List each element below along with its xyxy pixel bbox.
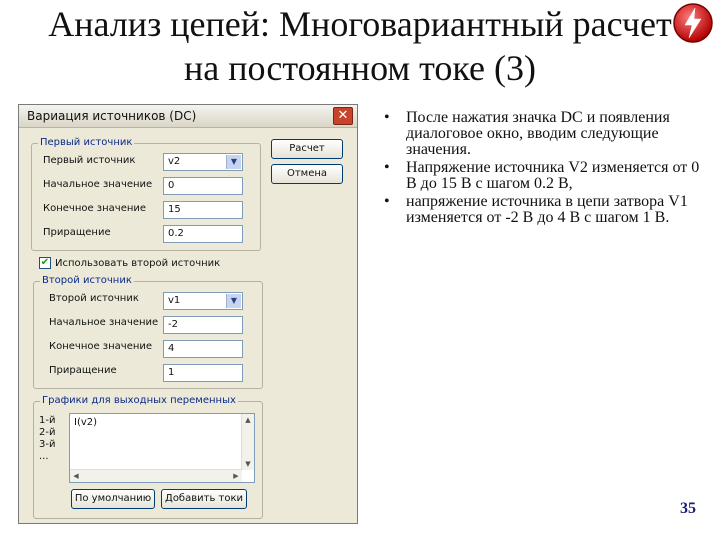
scroll-down-icon[interactable]: ▼ <box>245 460 251 468</box>
bullet-item: • Напряжение источника V2 изменяется от 0 В до 15 В с шагом 0.2 В, <box>380 160 710 192</box>
use-second-source-label: Использовать второй источник <box>55 258 221 269</box>
add-currents-button[interactable]: Добавить токи <box>161 489 247 509</box>
close-button[interactable]: ✕ <box>333 107 353 125</box>
cancel-button[interactable]: Отмена <box>271 164 343 184</box>
second-source-label: Второй источник <box>49 293 139 304</box>
chevron-down-icon[interactable]: ▼ <box>226 155 241 169</box>
first-step-label: Приращение <box>43 227 111 238</box>
second-start-label: Начальное значение <box>49 317 159 328</box>
bullet-item: • После нажатия значка DC и появления диалоговое окно, вводим следующие значения. <box>380 110 710 158</box>
output-slot-label: ... <box>39 451 49 462</box>
use-second-source-checkbox[interactable]: ✔ <box>40 257 50 268</box>
chevron-down-icon[interactable]: ▼ <box>226 294 241 308</box>
output-slot-labels <box>39 415 55 463</box>
vertical-scrollbar[interactable] <box>241 414 254 470</box>
dialog-title: Вариация источников (DC) <box>27 109 197 123</box>
second-step-label: Приращение <box>49 365 117 376</box>
first-end-input[interactable]: 15 <box>163 201 243 219</box>
first-end-label: Конечное значение <box>43 203 147 214</box>
bullet-item: • напряжение источника в цепи затвора V1 изменяется от -2 В до 4 В с шагом 1 В. <box>380 194 710 226</box>
first-source-select[interactable] <box>163 153 243 171</box>
output-slot-label: 2-й <box>39 427 56 438</box>
second-source-legend: Второй источник <box>42 275 132 286</box>
calc-button[interactable]: Расчет <box>271 139 343 159</box>
dialog-titlebar[interactable] <box>19 105 357 128</box>
horizontal-scrollbar[interactable] <box>70 469 242 482</box>
output-expression: I(v2) <box>74 417 98 428</box>
second-end-label: Конечное значение <box>49 341 153 352</box>
title-line-1: Анализ цепей: Многовариантный расчет <box>48 4 672 44</box>
first-source-legend: Первый источник <box>40 137 133 148</box>
output-expression-textarea[interactable] <box>69 413 255 483</box>
scroll-left-icon[interactable]: ◀ <box>73 472 79 480</box>
output-slot-label: 3-й <box>39 439 56 450</box>
second-start-input[interactable]: -2 <box>163 316 243 334</box>
first-start-input[interactable]: 0 <box>163 177 243 195</box>
second-source-value: v1 <box>168 295 181 306</box>
default-button[interactable]: По умолчанию <box>71 489 155 509</box>
scroll-right-icon[interactable]: ▶ <box>233 472 239 480</box>
page-number: 35 <box>680 500 696 517</box>
title-line-2: на постоянном токе (3) <box>184 48 536 88</box>
bullet-list <box>380 110 710 228</box>
scroll-up-icon[interactable]: ▲ <box>245 416 251 424</box>
first-step-input[interactable]: 0.2 <box>163 225 243 243</box>
first-source-label: Первый источник <box>43 155 136 166</box>
output-slot-label: 1-й <box>39 415 56 426</box>
second-step-input[interactable]: 1 <box>163 364 243 382</box>
dc-sweep-dialog <box>18 104 358 524</box>
second-source-select[interactable] <box>163 292 243 310</box>
first-source-value: v2 <box>168 156 181 167</box>
second-end-input[interactable]: 4 <box>163 340 243 358</box>
output-variables-legend: Графики для выходных переменных <box>42 395 236 406</box>
lightning-bolt-icon <box>672 2 714 44</box>
slide-title <box>0 2 720 90</box>
first-start-label: Начальное значение <box>43 179 153 190</box>
